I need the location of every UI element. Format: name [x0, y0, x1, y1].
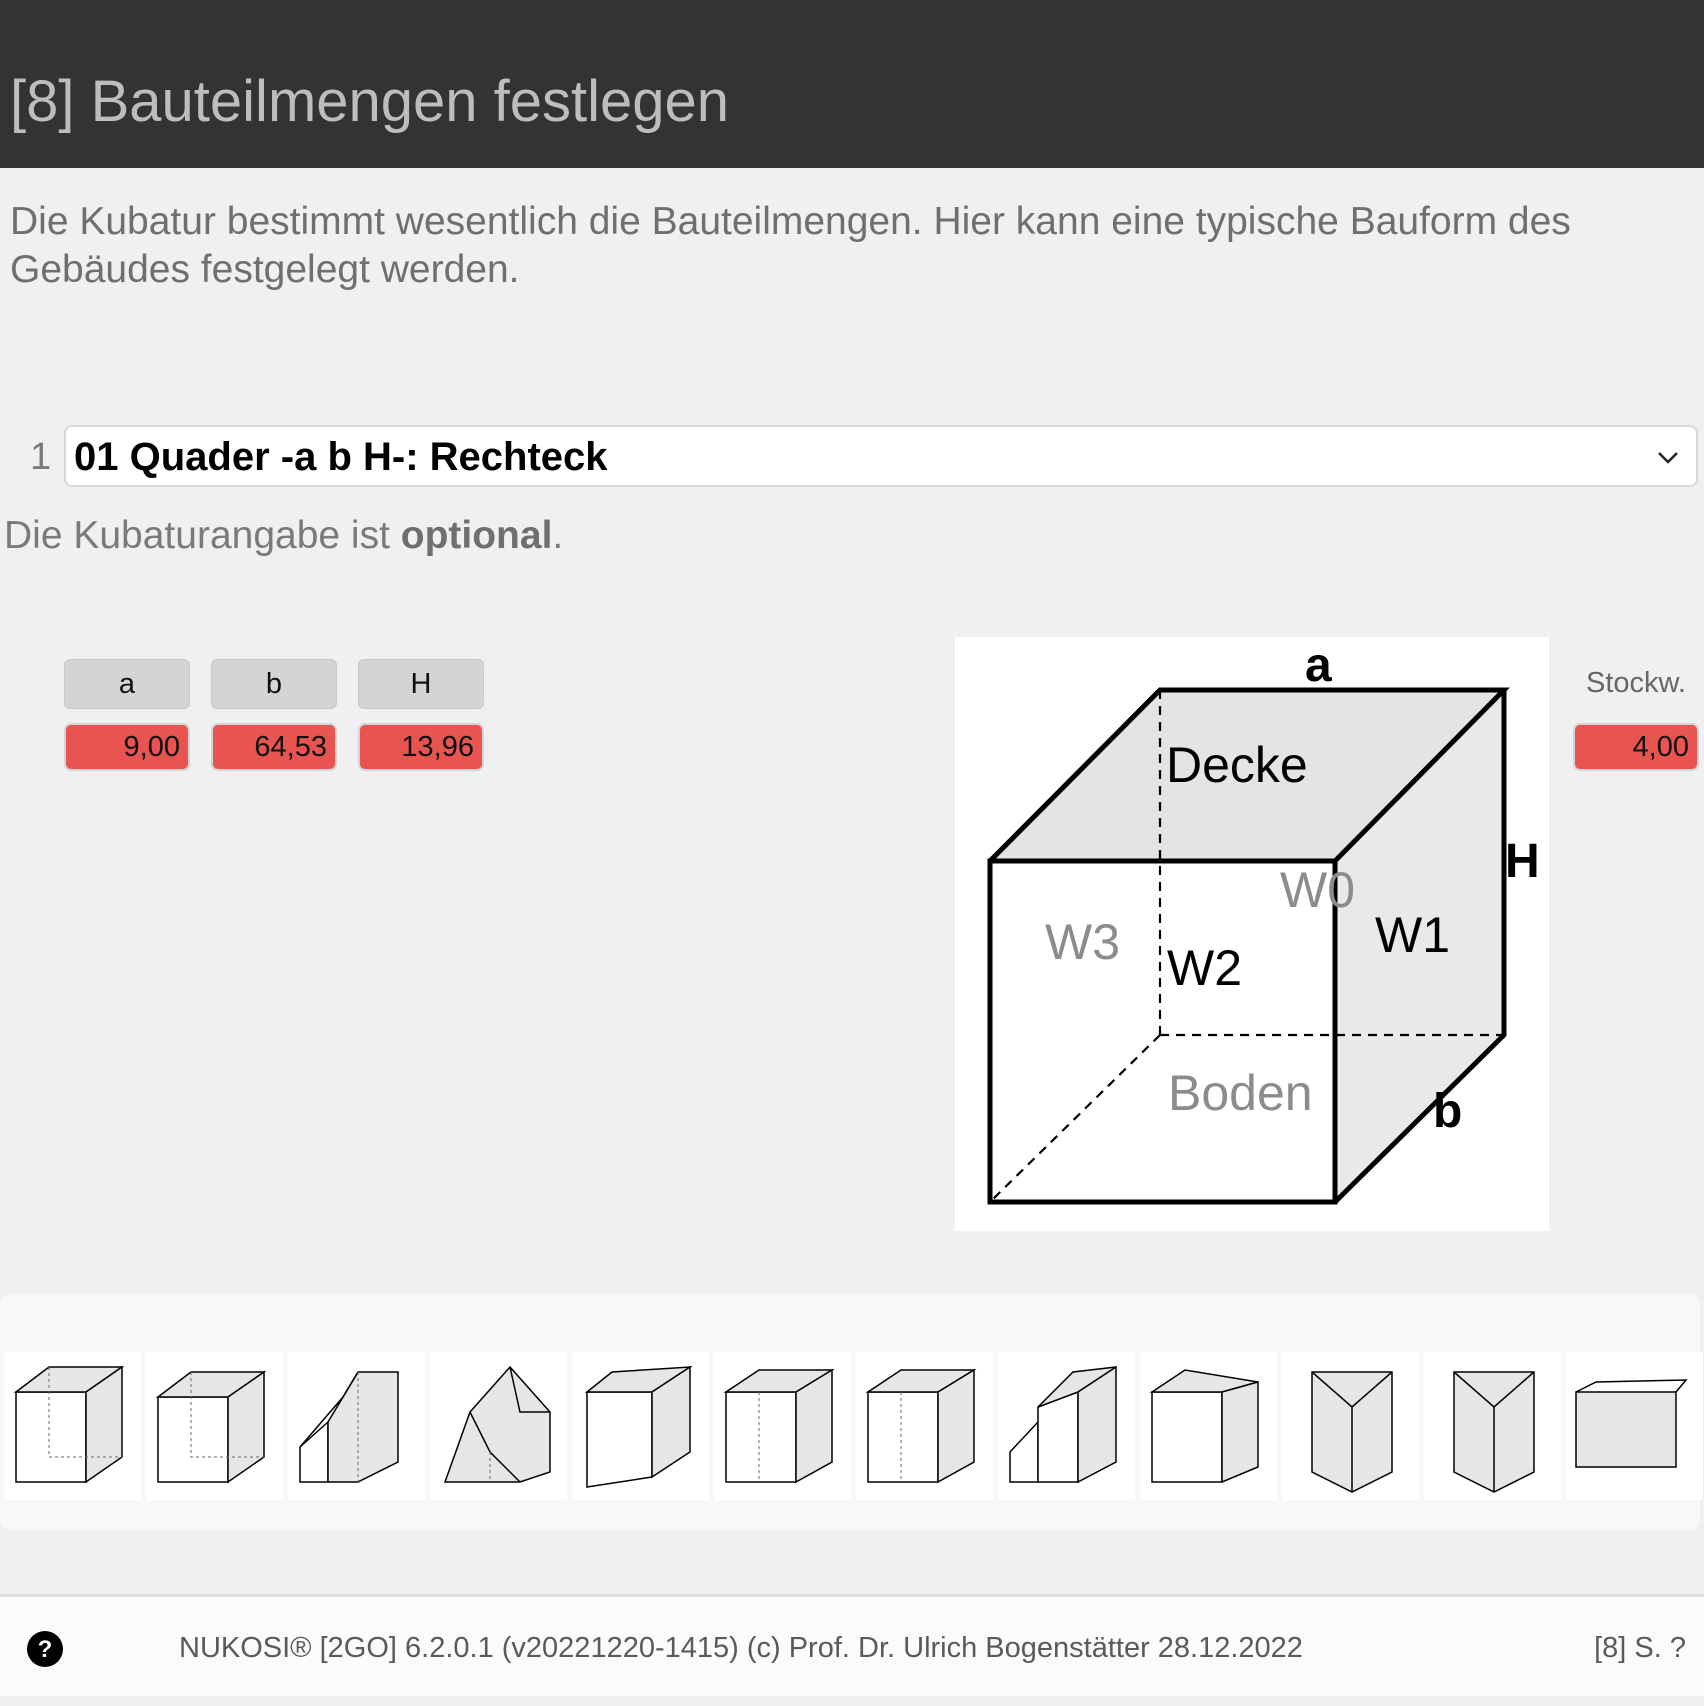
label-h: H — [1505, 835, 1540, 888]
label-decke: Decke — [1166, 737, 1308, 793]
page-footer — [0, 1597, 1704, 1696]
param-label-a: a — [64, 659, 190, 709]
label-boden: Boden — [1168, 1065, 1313, 1121]
optional-note: Die Kubaturangabe ist optional. — [4, 514, 564, 557]
storeys-label: Stockw. — [1586, 667, 1686, 699]
label-w2: W2 — [1167, 940, 1242, 996]
shape-thumb-12[interactable] — [1566, 1352, 1703, 1500]
shape-thumb-06[interactable] — [714, 1352, 851, 1500]
param-value-a[interactable]: 9,00 — [64, 723, 190, 771]
param-label-b: b — [211, 659, 337, 709]
shape-thumb-10[interactable] — [1282, 1352, 1419, 1500]
svg-text:?: ? — [37, 1636, 53, 1663]
label-w1: W1 — [1375, 907, 1450, 963]
shape-thumb-05[interactable] — [572, 1352, 709, 1500]
label-w0: W0 — [1280, 862, 1355, 918]
param-value-b[interactable]: 64,53 — [211, 723, 337, 771]
footer-copyright: NUKOSI® [2GO] 6.2.0.1 (v20221220-1415) (c) Prof. Dr. Ulrich Bogenstätter 28.12.2022 — [179, 1632, 1303, 1664]
shape-thumb-04[interactable] — [430, 1352, 567, 1500]
footer-page-indicator[interactable]: [8] S. ? — [1594, 1632, 1686, 1664]
shape-thumb-08[interactable] — [998, 1352, 1135, 1500]
shape-select-value: 01 Quader -a b H-: Rechteck — [74, 435, 608, 479]
param-value-h[interactable]: 13,96 — [358, 723, 484, 771]
row-number: 1 — [30, 436, 52, 478]
chevron-down-icon — [1654, 443, 1682, 471]
shape-thumb-02[interactable] — [146, 1352, 283, 1500]
shape-thumb-07[interactable] — [856, 1352, 993, 1500]
cuboid-diagram — [955, 637, 1549, 1231]
page-header — [0, 0, 1704, 168]
intro-text: Die Kubatur bestimmt wesentlich die Bauteilmengen. Hier kann eine typische Bauform des Gebäudes festgelegt werden. — [10, 200, 1571, 291]
shape-thumb-11[interactable] — [1424, 1352, 1561, 1500]
page-title: [8] Bauteilmengen festlegen — [10, 69, 730, 134]
label-w3: W3 — [1045, 914, 1120, 970]
shape-select[interactable] — [64, 425, 1698, 487]
shape-thumb-01[interactable] — [4, 1352, 141, 1500]
label-b: b — [1433, 1085, 1463, 1138]
param-label-h: H — [358, 659, 484, 709]
shape-thumb-09[interactable] — [1140, 1352, 1277, 1500]
optional-emphasis: optional — [400, 514, 553, 557]
help-circle-icon[interactable] — [25, 1629, 65, 1669]
label-a: a — [1305, 639, 1332, 692]
storeys-value[interactable]: 4,00 — [1573, 723, 1699, 771]
shape-thumb-03[interactable] — [288, 1352, 425, 1500]
